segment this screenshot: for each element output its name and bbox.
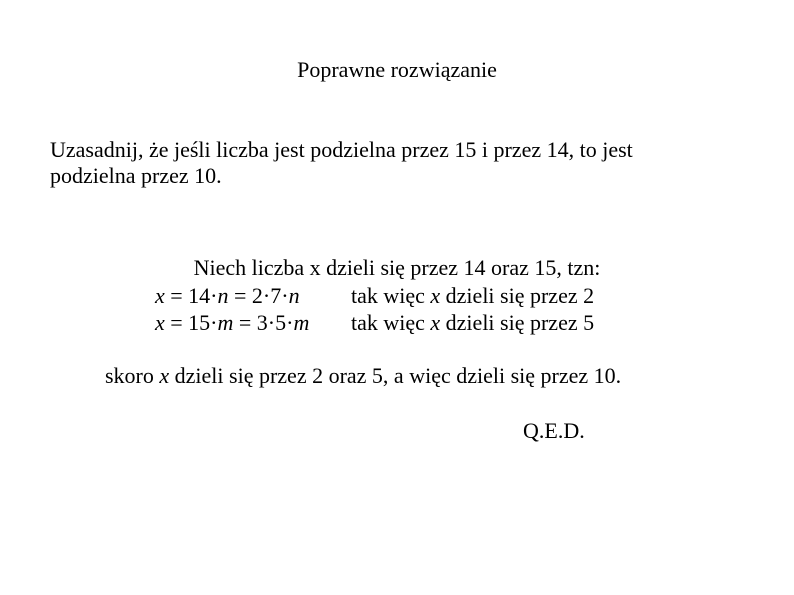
remark-text: dzieli się przez 5 [440,310,595,335]
proof-intro: Niech liczba x dzieli się przez 14 oraz 15, tzn: [193,255,601,280]
equation-2-remark [351,310,594,335]
problem-line-2: podzielna przez 10. [50,163,222,188]
problem-statement [50,137,730,189]
equation-2-expression [155,310,351,336]
variable-m: m [293,310,310,335]
equation-text: = 3·5· [233,310,294,335]
equation-line-1 [155,283,594,309]
equation-text: = 2·7· [228,283,289,308]
variable-x: x [430,283,441,308]
variable-x: x [155,283,165,308]
variable-m: m [217,310,234,335]
equation-1-remark [351,283,594,308]
problem-line-1: Uzasadnij, że jeśli liczba jest podzielna przez 15 i przez 14, to jest [50,137,633,162]
remark-text: dzieli się przez 2 [440,283,595,308]
variable-x: x [430,310,441,335]
conclusion-text: dzieli się przez 2 oraz 5, a więc dzieli się przez 10. [169,363,622,388]
variable-x: x [155,310,165,335]
equation-text: = 15· [164,310,218,335]
remark-text: tak więc [351,283,431,308]
conclusion-text: skoro [105,363,160,388]
equation-text: = 14· [164,283,218,308]
equation-line-2 [155,310,594,336]
qed-mark: Q.E.D. [523,418,585,443]
proof-conclusion [105,363,621,389]
remark-text: tak więc [351,310,431,335]
equation-1-expression [155,283,351,309]
variable-n: n [288,283,300,308]
variable-n: n [217,283,229,308]
page-title: Poprawne rozwiązanie [297,57,497,82]
variable-x: x [159,363,170,388]
